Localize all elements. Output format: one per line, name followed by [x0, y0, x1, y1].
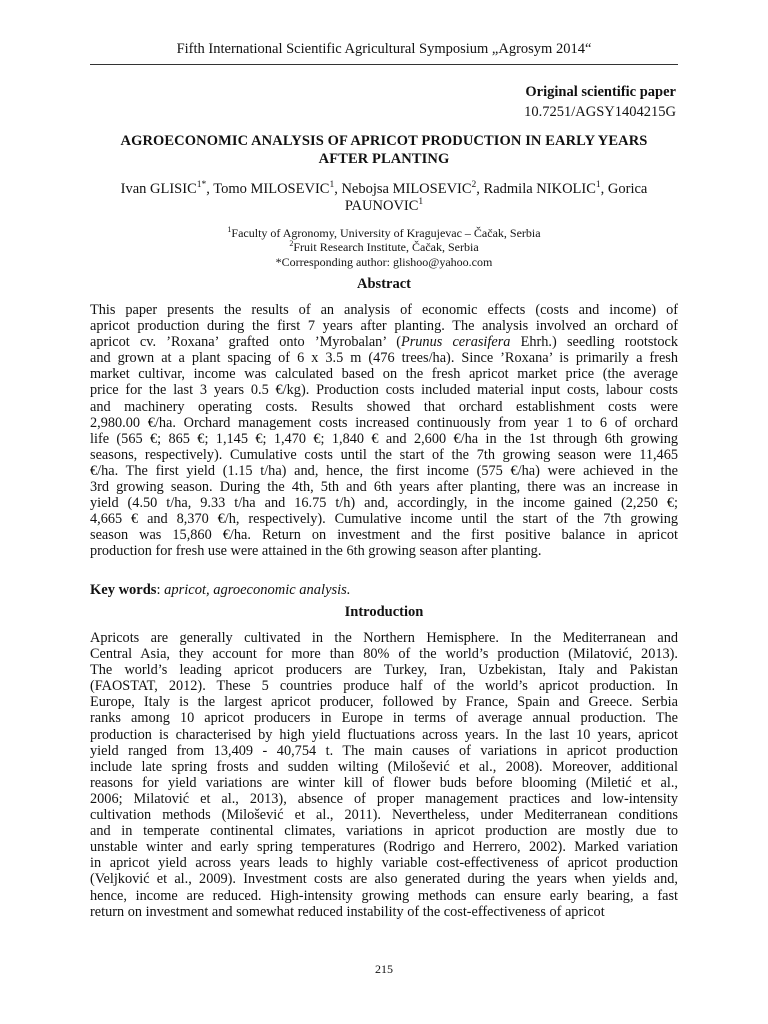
author-list — [90, 181, 678, 215]
text-line: price for the last 3 years 0.5 €/kg). Production costs included material input costs, labour costs — [90, 382, 678, 399]
text-line: apricot cv. ’Roxana’ grafted onto ’Myrobalan’ (Prunus cerasifera Ehrh.) seedling rootstock — [90, 334, 678, 351]
author-name: Radmila NIKOLIC — [483, 181, 596, 197]
text-line: unstable winter and early spring temperatures (Rodrigo and Herrero, 2002). Marked variation — [90, 839, 678, 856]
author-separator: , — [476, 181, 484, 197]
keywords-values: apricot, agroeconomic analysis. — [164, 582, 351, 598]
text-line: 3rd growing season. During the 4th, 5th and 6th years after planting, there was an increase in — [90, 479, 678, 496]
header-rule — [90, 64, 678, 65]
author-separator: , — [334, 181, 342, 197]
affiliation-marker: 2 — [289, 239, 294, 248]
text-line: apricot production during the first 7 years after planting. The analysis involved an orchard of — [90, 318, 678, 335]
affiliation-2 — [90, 240, 678, 255]
author-affiliation-marker: 1* — [196, 180, 207, 191]
text-line: ranks among 10 apricot producers in Europe in terms of average annual production. The — [90, 710, 678, 727]
text-line: €/ha. The first yield (1.15 t/ha) and, hence, the first income (575 €/ha) were achieved in the — [90, 462, 678, 479]
running-header: Fifth International Scientific Agricultural Symposium „Agrosym 2014“ — [176, 41, 592, 57]
title-line: AGROECONOMIC ANALYSIS OF APRICOT PRODUCTION IN EARLY YEARS — [120, 133, 648, 149]
text-line: (Veljković et al., 2009). Investment costs are also generated during the years when yields and, — [90, 871, 678, 888]
introduction-body — [90, 630, 678, 920]
doi: 10.7251/AGSY1404215G — [524, 104, 676, 120]
author-name: Gorica PAUNOVIC — [344, 181, 648, 214]
text-line: yield ranged from 13,409 - 40,754 t. The main causes of variations in apricot production — [90, 742, 678, 759]
author-separator: , — [206, 181, 214, 197]
author-separator: , — [600, 181, 608, 197]
text-line: include late spring frosts and sudden wilting (Milošević et al., 2008). Moreover, additional — [90, 758, 678, 775]
corresponding-author: *Corresponding author: glishoo@yahoo.com — [275, 255, 493, 269]
page-number: 215 — [375, 962, 393, 976]
text-line: return on investment and somewhat reduced instability of the cost-effectiveness of apricot — [90, 903, 605, 920]
text-line: seasons, respectively). Cumulative costs until the start of the 7th growing season were 11,465 — [90, 446, 678, 463]
text-line: and in temperate continental climates, variations in apricot production are mostly due to — [90, 823, 678, 840]
text-line: in apricot yield across years leads to highly variable cost-effectiveness of apricot production — [90, 855, 678, 872]
author-affiliation-marker: 2 — [471, 180, 477, 191]
abstract-heading: Abstract — [357, 276, 411, 292]
text-line: life (565 €; 865 €; 1,145 €; 1,470 €; 1,840 € and 2,600 €/ha in the 1st through 6th growing — [90, 430, 678, 447]
author-affiliation-marker: 1 — [595, 180, 601, 191]
author-name: Tomo MILOSEVIC — [213, 181, 330, 197]
author-name: Nebojsa MILOSEVIC — [341, 181, 472, 197]
paper-title — [90, 132, 678, 168]
keywords: Key words: apricot, agroeconomic analysis. — [90, 582, 351, 598]
text-line: reasons for yield variations are winter kill of flower buds before blooming (Miletić et al., — [90, 774, 678, 791]
text-line: This paper presents the results of an analysis of economic effects (costs and income) of — [90, 302, 678, 318]
text-line: yield (4.50 t/ha, 9.33 t/ha and 16.75 t/h) and, accordingly, in the income gained (2,250 €; — [90, 495, 678, 512]
paper-type: Original scientific paper — [525, 84, 676, 100]
text-line: The world’s leading apricot producers are Turkey, Iran, Uzbekistan, Italy and Pakistan — [90, 662, 678, 679]
author-name: Ivan GLISIC — [120, 181, 197, 197]
text-line: season was 15,860 €/ha. Return on investment and the first positive balance in apricot — [90, 527, 678, 544]
text-line: cultivation methods (Milošević et al., 2011). Nevertheless, under Mediterranean conditions — [90, 807, 678, 824]
text-line: 2,980.00 €/ha. Orchard management costs increased continuously from year 1 to 6 of orchard — [90, 414, 678, 431]
text-line: production for fresh use were attained in the 6th growing season after planting. — [90, 543, 542, 560]
text-line: Central Asia, they account for more than 80% of the world’s production (Milatović, 2013). — [90, 646, 678, 663]
text-line: production is characterised by high yield fluctuations across years. In the last 10 years, apricot — [90, 726, 678, 743]
abstract-body — [90, 302, 678, 560]
text-line: and machinery operating costs. Results showed that orchard establishment costs were — [90, 398, 678, 415]
affiliation-1 — [90, 226, 678, 241]
affiliation-marker: 1 — [227, 225, 232, 234]
text-line: (FAOSTAT, 2012). These 5 countries produce half of the world’s apricot production. In — [90, 678, 678, 695]
keywords-label: Key words — [90, 582, 157, 598]
text-line: market cultivar, income was calculated based on the fresh apricot market price (the average — [90, 366, 678, 383]
author-affiliation-marker: 1 — [329, 180, 335, 191]
author-affiliation-marker: 1 — [418, 197, 424, 208]
text-line: Europe, Italy is the largest apricot producer, followed by France, Spain and Greece. Serbia — [90, 694, 678, 711]
affiliation-text: Fruit Research Institute, Čačak, Serbia — [293, 240, 479, 254]
text-line: 4,665 € and 8,370 €/h, respectively). Cumulative income until the start of the 7th growing — [90, 511, 678, 528]
affiliation-text: Faculty of Agronomy, University of Kragujevac – Čačak, Serbia — [231, 226, 541, 240]
text-line: 2006; Milatović et al., 2013), absence of proper management practices and low-intensity — [90, 790, 678, 807]
text-line: and grown at a plant spacing of 6 x 3.5 m (476 trees/ha). Since ’Roxana’ is primarily a fresh — [90, 350, 678, 367]
text-line: Apricots are generally cultivated in the Northern Hemisphere. In the Mediterranean and — [90, 630, 678, 646]
introduction-heading: Introduction — [344, 604, 424, 620]
text-line: hence, income are reduced. High-intensity growing methods can ensure early bearing, a fast — [90, 887, 678, 904]
title-line: AFTER PLANTING — [318, 151, 450, 167]
